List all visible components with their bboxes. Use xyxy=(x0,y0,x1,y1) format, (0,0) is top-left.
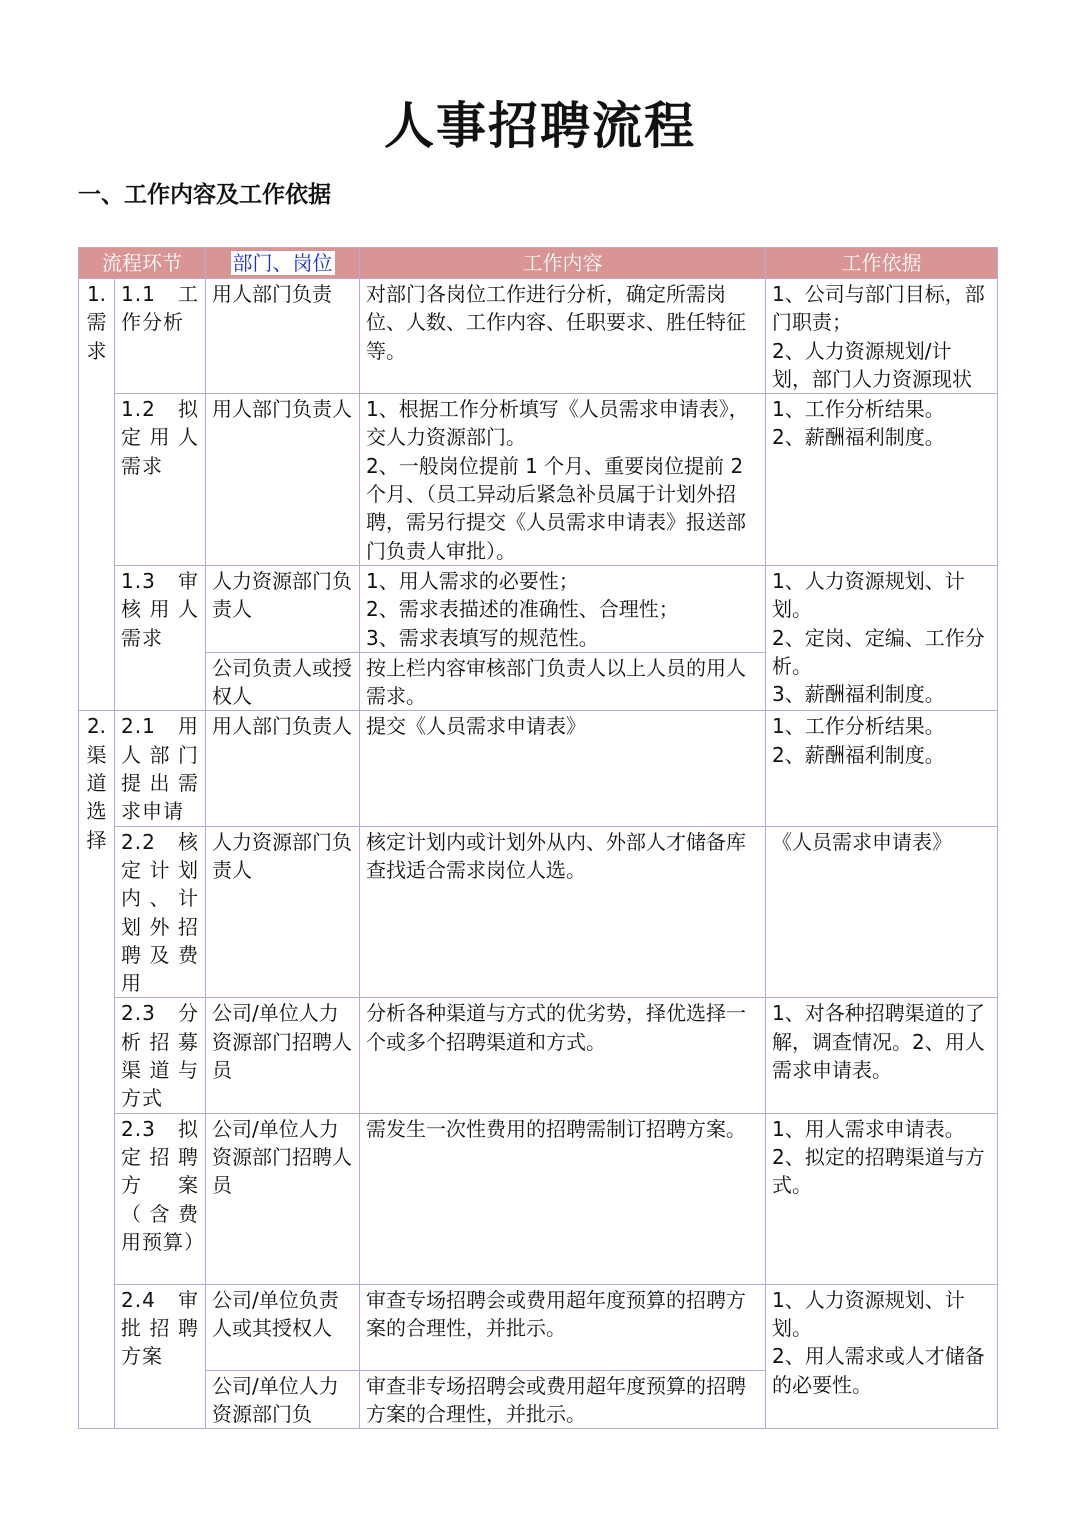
basis-cell: 《人员需求申请表》 xyxy=(766,826,998,998)
basis-cell: 1、人力资源规划、计划。 2、定岗、定编、工作分析。 3、薪酬福利制度。 xyxy=(766,565,998,710)
sub-step-cell: 1.1 工作分析 xyxy=(115,279,206,394)
stage-cell: 2.渠道选择 xyxy=(79,711,115,1429)
dept-cell: 公司/单位负责人或其授权人 xyxy=(206,1284,360,1370)
stage-cell: 1.需求 xyxy=(79,279,115,711)
dept-cell: 用人部门负责人 xyxy=(206,394,360,566)
content-cell: 审查专场招聘会或费用超年度预算的招聘方案的合理性，并批示。 xyxy=(360,1284,766,1370)
table-row xyxy=(79,826,998,998)
dept-cell: 公司/单位人力资源部门招聘人员 xyxy=(206,1113,360,1284)
table-row xyxy=(79,565,998,652)
dept-cell: 用人部门负责 xyxy=(206,279,360,394)
content-cell: 审查非专场招聘会或费用超年度预算的招聘方案的合理性，并批示。 xyxy=(360,1370,766,1429)
basis-cell: 1、用人需求申请表。 2、拟定的招聘渠道与方式。 xyxy=(766,1113,998,1284)
document-title: 人事招聘流程 xyxy=(384,97,696,155)
content-cell: 核定计划内或计划外从内、外部人才储备库查找适合需求岗位人选。 xyxy=(360,826,766,998)
header-dept-label: 部门、岗位 xyxy=(232,250,333,275)
table-header-row xyxy=(79,248,998,279)
content-cell: 需发生一次性费用的招聘需制订招聘方案。 xyxy=(360,1113,766,1284)
dept-cell: 公司/单位人力资源部门负 xyxy=(206,1370,360,1429)
header-content: 工作内容 xyxy=(360,248,766,279)
content-cell: 分析各种渠道与方式的优劣势，择优选择一个或多个招聘渠道和方式。 xyxy=(360,998,766,1113)
basis-cell: 1、工作分析结果。 2、薪酬福利制度。 xyxy=(766,711,998,826)
table-row xyxy=(79,279,998,394)
sub-step-cell: 2.3 分析招募渠道与方式 xyxy=(115,998,206,1113)
content-cell: 按上栏内容审核部门负责人以上人员的用人需求。 xyxy=(360,652,766,711)
header-dept xyxy=(206,248,360,279)
table-row xyxy=(79,1113,998,1284)
basis-cell: 1、公司与部门目标，部门职责； 2、人力资源规划/计划，部门人力资源现状 xyxy=(766,279,998,394)
content-cell: 对部门各岗位工作进行分析，确定所需岗位、人数、工作内容、任职要求、胜任特征等。 xyxy=(360,279,766,394)
table-row xyxy=(79,711,998,826)
basis-cell: 1、人力资源规划、计划。 2、用人需求或人才储备的必要性。 xyxy=(766,1284,998,1429)
basis-cell: 1、工作分析结果。 2、薪酬福利制度。 xyxy=(766,394,998,566)
content-cell: 1、根据工作分析填写《人员需求申请表》，交人力资源部门。 2、一般岗位提前 1 个月、重要岗位提前 2 个月、（员工异动后紧急补员属于计划外招聘，需另行提交《人员需求申请表》报送部门负责人审批）。 xyxy=(360,394,766,566)
dept-cell: 人力资源部门负责人 xyxy=(206,565,360,652)
table-row xyxy=(79,394,998,566)
recruitment-process-table xyxy=(78,247,998,1429)
sub-step-cell: 2.1 用人部门提出需求申请 xyxy=(115,711,206,826)
dept-cell: 人力资源部门负责人 xyxy=(206,826,360,998)
dept-cell: 用人部门负责人 xyxy=(206,711,360,826)
content-cell: 1、用人需求的必要性； 2、需求表描述的准确性、合理性； 3、需求表填写的规范性。 xyxy=(360,565,766,652)
table-row xyxy=(79,1284,998,1370)
sub-step-cell: 2.3 拟定招聘方案（含费用预算） xyxy=(115,1113,206,1284)
section-heading: 一、工作内容及工作依据 xyxy=(78,182,331,208)
basis-cell: 1、对各种招聘渠道的了解，调查情况。2、用人需求申请表。 xyxy=(766,998,998,1113)
table-row xyxy=(79,998,998,1113)
sub-step-cell: 2.4 审批招聘方案 xyxy=(115,1284,206,1429)
dept-cell: 公司负责人或授权人 xyxy=(206,652,360,711)
content-cell: 提交《人员需求申请表》 xyxy=(360,711,766,826)
sub-step-cell: 2.2 核定计划内、计划外招聘及费用 xyxy=(115,826,206,998)
header-basis: 工作依据 xyxy=(766,248,998,279)
dept-cell: 公司/单位人力资源部门招聘人员 xyxy=(206,998,360,1113)
header-stage: 流程环节 xyxy=(79,248,206,279)
sub-step-cell: 1.2 拟定用人需求 xyxy=(115,394,206,566)
sub-step-cell: 1.3 审核用人需求 xyxy=(115,565,206,710)
